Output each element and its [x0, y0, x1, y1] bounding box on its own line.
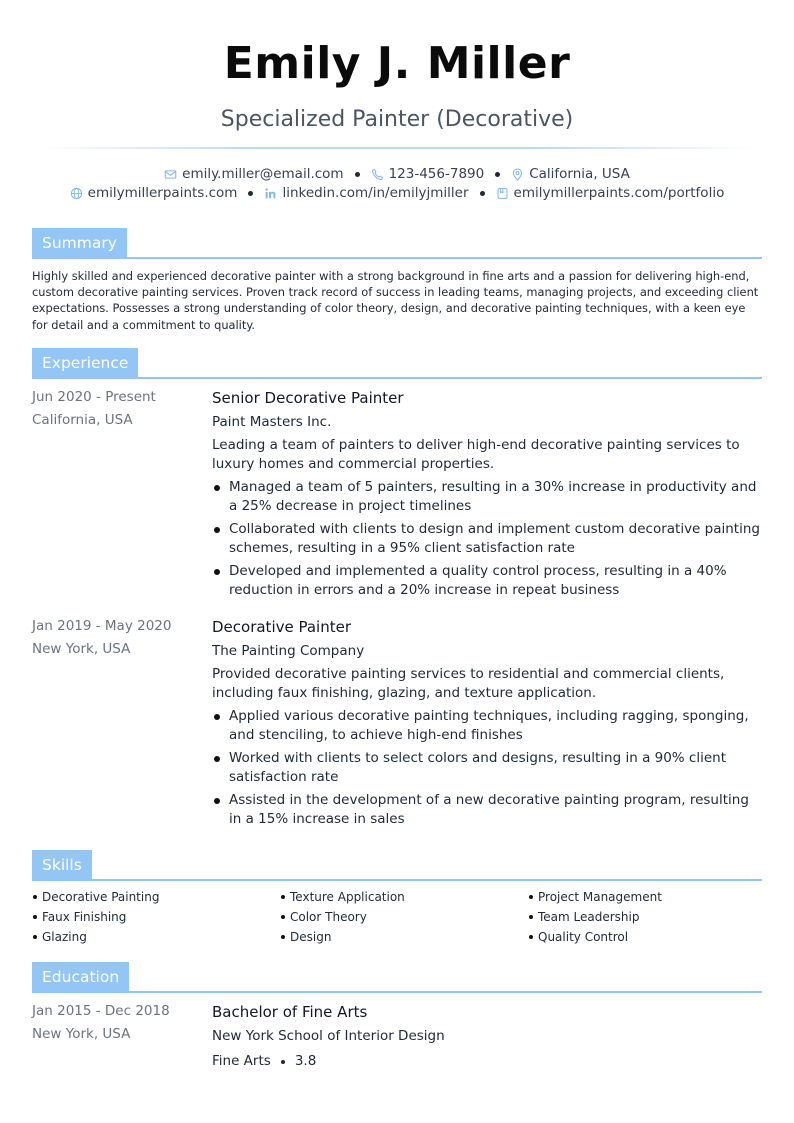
contact-portfolio[interactable] — [496, 185, 725, 201]
skill-item: Project Management — [528, 889, 762, 905]
experience-details — [212, 388, 762, 604]
experience-bullet: Managed a team of 5 painters, resulting in a 30% increase in productivity and a 25% decrease in project timelines — [212, 478, 762, 516]
separator-dot — [355, 172, 360, 177]
experience-bullet: Applied various decorative painting techniques, including ragging, sponging, and stenciling, to achieve high-end finishes — [212, 707, 762, 745]
contact-location — [511, 166, 630, 182]
email-text: emily.miller@email.com — [182, 166, 344, 182]
separator-dot — [248, 191, 253, 196]
experience-bullet: Worked with clients to select colors and designs, resulting in a 90% client satisfaction rate — [212, 749, 762, 787]
experience-dates: Jan 2019 - May 2020 — [32, 618, 172, 634]
portfolio-text: emilymillerpaints.com/portfolio — [513, 185, 725, 201]
globe-icon — [70, 187, 83, 200]
experience-role: Senior Decorative Painter — [212, 389, 404, 407]
summary-section-header — [32, 228, 762, 259]
experience-section-header — [32, 348, 762, 379]
experience-location: New York, USA — [32, 641, 131, 657]
contact-row-1 — [0, 166, 794, 182]
education-school: New York School of Interior Design — [212, 1028, 445, 1044]
education-heading: Education — [32, 962, 129, 993]
skill-item: Texture Application — [280, 889, 528, 905]
experience-details — [212, 617, 762, 833]
experience-location: California, USA — [32, 412, 133, 428]
phone-icon — [371, 168, 384, 181]
education-dates: Jan 2015 - Dec 2018 — [32, 1003, 170, 1019]
skill-item: Color Theory — [280, 909, 528, 925]
education-gpa: 3.8 — [294, 1053, 317, 1069]
skill-item: Design — [280, 929, 528, 945]
education-extra — [212, 1050, 762, 1073]
experience-bullets — [212, 707, 762, 829]
skills-heading: Skills — [32, 850, 92, 881]
skills-grid — [32, 889, 762, 945]
experience-bullet: Developed and implemented a quality control process, resulting in a 40% reduction in errors and a 20% increase in repeat business — [212, 562, 762, 600]
experience-company: The Painting Company — [212, 643, 365, 659]
skill-item: Quality Control — [528, 929, 762, 945]
separator-dot — [495, 172, 500, 177]
experience-meta — [32, 617, 202, 663]
skill-item: Faux Finishing — [32, 909, 280, 925]
candidate-name: Emily J. Miller — [223, 38, 571, 89]
summary-text: Highly skilled and experienced decorative painter with a strong background in fine arts and a passion for delivering high-end, custom decorative painting services. Proven track record of success in leading teams, managing projects, and exceeding client expectations. Possesses a strong understanding of color theory, design, and decorative painting techniques, with a keen eye for detail and a commitment to quality. — [32, 269, 759, 332]
website-text: emilymillerpaints.com — [87, 185, 238, 201]
experience-meta — [32, 388, 202, 434]
location-text: California, USA — [529, 166, 630, 182]
education-details — [212, 1002, 762, 1073]
phone-text: 123-456-7890 — [388, 166, 485, 182]
contact-email[interactable] — [164, 166, 343, 182]
experience-bullets — [212, 478, 762, 600]
experience-description: Provided decorative painting services to residential and commercial clients, including faux finishing, glazing, and texture application. — [212, 666, 725, 701]
experience-role: Decorative Painter — [212, 618, 351, 636]
skill-item: Glazing — [32, 929, 280, 945]
header-divider — [40, 147, 754, 149]
contact-row-2 — [0, 185, 794, 201]
linkedin-text: linkedin.com/in/emilyjmiller — [282, 185, 469, 201]
skill-item: Decorative Painting — [32, 889, 280, 905]
education-section-header — [32, 962, 762, 993]
experience-heading: Experience — [32, 348, 138, 379]
envelope-icon — [164, 168, 177, 181]
skill-item: Team Leadership — [528, 909, 762, 925]
experience-bullet: Assisted in the development of a new decorative painting program, resulting in a 15% increase in sales — [212, 791, 762, 829]
education-degree: Bachelor of Fine Arts — [212, 1003, 368, 1021]
location-pin-icon — [511, 168, 524, 181]
education-field: Fine Arts — [212, 1053, 271, 1069]
contact-phone[interactable] — [371, 166, 485, 182]
job-title: Specialized Painter (Decorative) — [220, 107, 574, 132]
experience-company: Paint Masters Inc. — [212, 414, 332, 430]
education-location: New York, USA — [32, 1026, 131, 1042]
skills-section-header — [32, 850, 762, 881]
contact-website[interactable] — [70, 185, 238, 201]
contact-linkedin[interactable] — [264, 185, 468, 201]
summary-heading: Summary — [32, 228, 127, 259]
portfolio-icon — [496, 187, 509, 200]
separator-dot — [480, 191, 485, 196]
experience-bullet: Collaborated with clients to design and implement custom decorative painting schemes, resulting in a 95% client satisfaction rate — [212, 520, 762, 558]
separator-dot — [281, 1060, 285, 1064]
experience-dates: Jun 2020 - Present — [32, 389, 156, 405]
linkedin-icon — [264, 187, 277, 200]
education-meta — [32, 1002, 202, 1048]
experience-description: Leading a team of painters to deliver high-end decorative painting services to luxury homes and commercial properties. — [212, 437, 740, 472]
